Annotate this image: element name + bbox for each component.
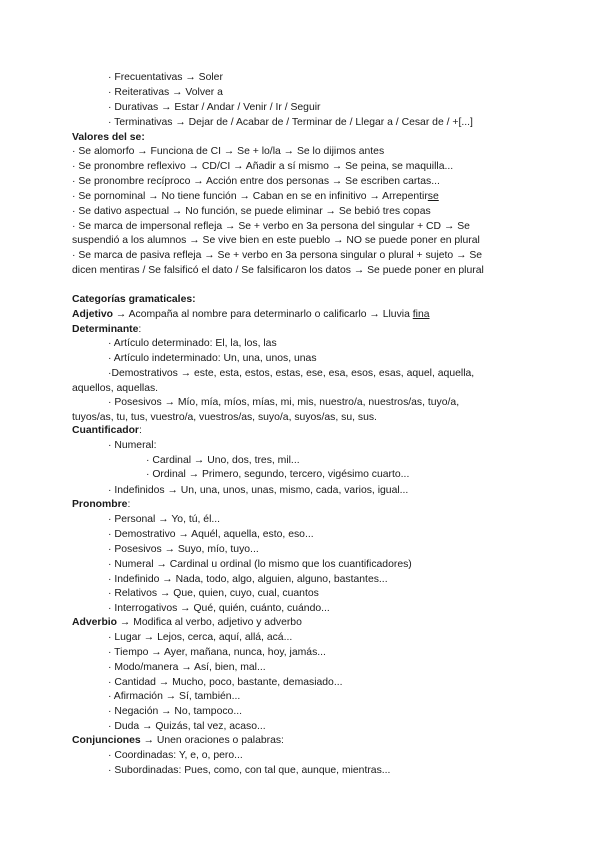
colon: :: [127, 499, 131, 510]
term-label: Cuantificador: [72, 425, 139, 436]
term-label: Adjetivo: [72, 309, 113, 320]
list-item: · Indefinidos → Un, una, unos, unas, mismo, cada, varios, igual...: [108, 485, 409, 496]
list-item: · Interrogativos → Qué, quién, cuánto, cuándo...: [108, 603, 330, 614]
list-item: · Tiempo → Ayer, mañana, nunca, hoy, jamás...: [108, 647, 326, 658]
list-item: · Numeral → Cardinal u ordinal (lo mismo que los cuantificadores): [108, 559, 412, 570]
list-item: · Coordinadas: Y, e, o, pero...: [108, 750, 243, 761]
underlined-text: fina: [412, 309, 430, 320]
list-item: · Duda → Quizás, tal vez, acaso...: [108, 721, 266, 732]
list-item: · Se pronombre recíproco → Acción entre dos personas → Se escriben cartas...: [72, 176, 440, 187]
list-item: [72, 190, 439, 204]
list-item: · Lugar → Lejos, cerca, aquí, allá, acá...: [108, 632, 293, 643]
list-item: · Durativas → Estar / Andar / Venir / Ir / Seguir: [108, 102, 321, 113]
list-item: suspendió a los alumnos → Se vive bien en este pueblo → NO se puede poner en plural: [72, 235, 480, 246]
colon: :: [138, 425, 142, 436]
list-item: · Afirmación → Sí, también...: [108, 691, 241, 702]
definition-line: [72, 734, 284, 748]
list-item: dicen mentiras / Se falsificó el dato / Se falsificaron los datos → Se puede poner en plural: [72, 265, 484, 276]
definition-line: [72, 308, 430, 322]
term-label: Pronombre: [72, 499, 128, 510]
list-item: · Numeral:: [108, 440, 157, 451]
list-item: · Indefinido → Nada, todo, algo, alguien, alguno, bastantes...: [108, 574, 388, 585]
list-item: · Se pronombre reflexivo → CD/CI → Añadir a sí mismo → Se peina, se maquilla...: [72, 161, 454, 172]
list-item: · Artículo indeterminado: Un, una, unos, unas: [108, 353, 317, 364]
list-item: · Relativos → Que, quien, cuyo, cual, cuantos: [108, 588, 319, 599]
term-label: Adverbio: [72, 617, 118, 628]
list-item: tuyos/as, tu, tus, vuestro/a, vuestros/as, suyo/a, suyos/as, su, sus.: [72, 412, 377, 423]
list-item: · Ordinal → Primero, segundo, tercero, vigésimo cuarto...: [146, 469, 410, 480]
definition-text: → Unen oraciones o palabras:: [140, 735, 284, 746]
definition-text: → Modifica al verbo, adjetivo y adverbo: [117, 617, 302, 628]
list-item: ·Demostrativos → este, esta, estos, estas, ese, esa, esos, esas, aquel, aquella,: [108, 368, 475, 379]
list-item: · Subordinadas: Pues, como, con tal que, aunque, mientras...: [108, 765, 391, 776]
list-item: · Personal → Yo, tú, él...: [108, 514, 221, 525]
definition-line: [72, 498, 130, 512]
list-item: · Se dativo aspectual → No función, se puede eliminar → Se bebió tres copas: [72, 206, 431, 217]
section-heading: Categorías gramaticales:: [72, 294, 196, 305]
list-item: · Se alomorfo → Funciona de CI → Se + lo/la → Se lo dijimos antes: [72, 146, 385, 157]
list-item: · Frecuentativas → Soler: [108, 72, 223, 83]
colon: :: [138, 324, 142, 335]
list-item: · Reiterativas → Volver a: [108, 87, 223, 98]
list-item: · Se marca de impersonal refleja → Se + verbo en 3a persona del singular + CD → Se: [72, 221, 470, 232]
list-item: · Cardinal → Uno, dos, tres, mil...: [146, 455, 300, 466]
list-item: · Artículo determinado: El, la, los, las: [108, 338, 277, 349]
definition-line: [72, 323, 141, 337]
list-item-text: · Se pornominal → No tiene función → Caban en se en infinitivo → Arrepentir: [72, 191, 428, 202]
list-item: · Posesivos → Mío, mía, míos, mías, mi, mis, nuestro/a, nuestros/as, tuyo/a,: [108, 397, 460, 408]
term-label: Conjunciones: [72, 735, 141, 746]
term-label: Determinante: [72, 324, 139, 335]
definition-text: → Acompaña al nombre para determinarlo o calificarlo → Lluvia: [113, 309, 413, 320]
underlined-text: se: [427, 191, 439, 202]
list-item: · Demostrativo → Aquél, aquella, esto, eso...: [108, 529, 314, 540]
section-heading: Valores del se:: [72, 132, 145, 143]
list-item: · Modo/manera → Así, bien, mal...: [108, 662, 266, 673]
list-item: · Se marca de pasiva refleja → Se + verbo en 3a persona singular o plural + sujeto → Se: [72, 250, 483, 261]
list-item: · Terminativas → Dejar de / Acabar de / Terminar de / Llegar a / Cesar de / +[...]: [108, 117, 473, 128]
list-item: · Posesivos → Suyo, mío, tuyo...: [108, 544, 259, 555]
definition-line: [72, 616, 302, 630]
list-item: · Negación → No, tampoco...: [108, 706, 242, 717]
definition-line: [72, 424, 142, 438]
list-item: aquellos, aquellas.: [72, 383, 159, 394]
list-item: · Cantidad → Mucho, poco, bastante, demasiado...: [108, 677, 343, 688]
